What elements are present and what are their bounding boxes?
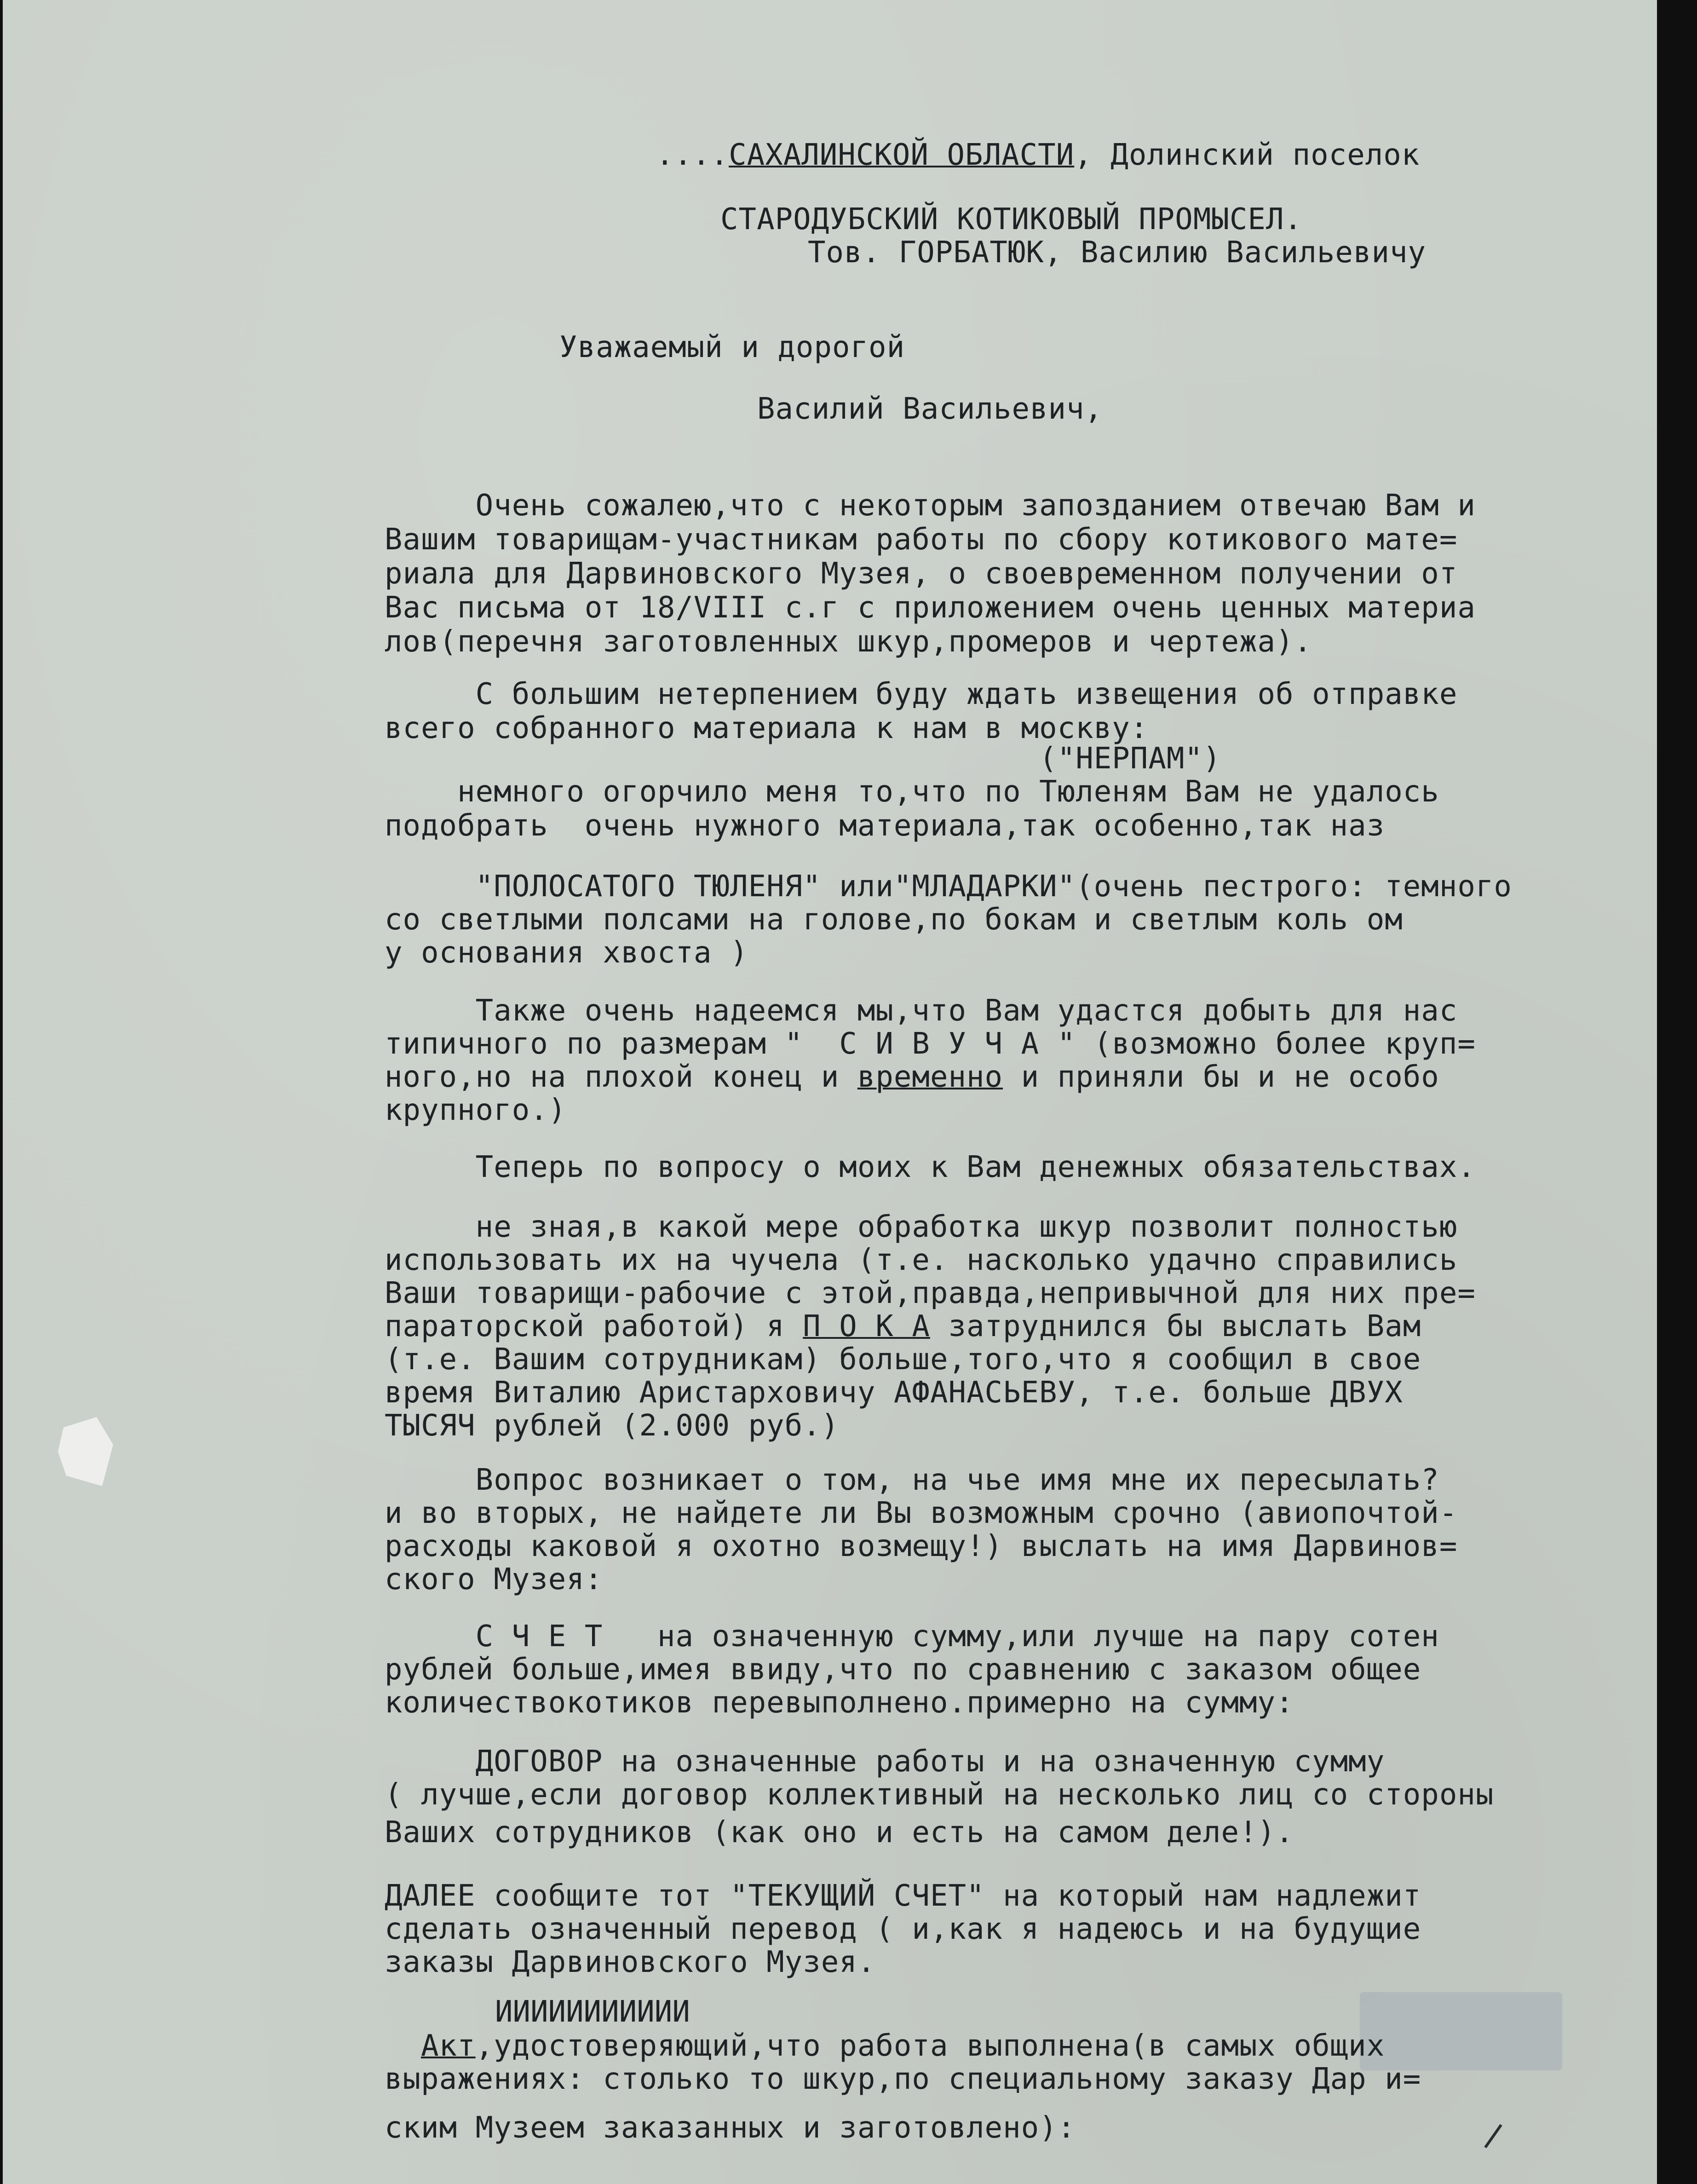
body-line: и во вторых, не найдете ли Вы возможным срочно (авиопочтой- xyxy=(385,1496,1458,1530)
body-line-akt xyxy=(385,2029,1385,2063)
body-line: сделать означенный перевод ( и,как я надеюсь и на будущие xyxy=(385,1912,1421,1946)
body-line: использовать их на чучела (т.е. насколько удачно справились xyxy=(385,1243,1458,1277)
archive-stamp xyxy=(1360,1992,1562,2070)
body-line: С большим нетерпением буду ждать извещения об отправке xyxy=(385,677,1458,711)
body-line: риала для Дарвиновского Музея, о своевременном получении от xyxy=(385,557,1458,591)
body-line: Вас письма от 18/VIII с.г с приложением очень ценных материа xyxy=(385,591,1476,625)
body-line: Также очень надеемся мы,что Вам удастся добыть для нас xyxy=(385,994,1458,1028)
body-line: заказы Дарвиновского Музея. xyxy=(385,1945,876,1979)
body-line: "ПОЛОСАТОГО ТЮЛЕНЯ" или"МЛАДАРКИ"(очень пестрого: темного xyxy=(385,870,1512,904)
overstrike-line: ИИИИИИИИИИИ xyxy=(495,1995,690,2029)
body-line-poka xyxy=(385,1309,1421,1343)
pen-mark xyxy=(1484,2124,1502,2149)
body-line: Вопрос возникает о том, на чье имя мне их пересылать? xyxy=(385,1463,1439,1497)
body-line: время Виталию Аристарховичу АФАНАСЬЕВУ, т.е. больше ДВУХ xyxy=(385,1376,1403,1410)
salutation-line-1: Уважаемый и дорогой xyxy=(559,330,905,364)
body-line: ДОГОВОР на означенные работы и на означенную сумму xyxy=(385,1745,1385,1779)
underlined-word: Акт xyxy=(421,2029,476,2063)
body-line: со светлыми полсами на голове,по бокам и светлым коль ом xyxy=(385,903,1403,937)
body-line: крупного.) xyxy=(385,1093,567,1127)
body-line: ("НЕРПАМ") xyxy=(385,742,1221,776)
body-line: расходы каковой я охотно возмещу!) выслать на имя Дарвинов= xyxy=(385,1529,1458,1563)
body-line-vremenno xyxy=(385,1060,1439,1094)
body-line: С Ч Е Т на означенную сумму,или лучше на пару сотен xyxy=(385,1619,1439,1654)
body-line: Ваших сотрудников (как оно и есть на самом деле!). xyxy=(385,1815,1294,1850)
header-addressee: Тов. ГОРБАТЮК, Василию Васильевичу xyxy=(808,236,1427,270)
body-line: Теперь по вопросу о моих к Вам денежных обязательствах. xyxy=(385,1150,1476,1184)
body-line: ДАЛЕЕ сообщите тот "ТЕКУЩИЙ СЧЕТ" на который нам надлежит xyxy=(385,1879,1421,1913)
body-text: параторской работой) я xyxy=(385,1309,803,1343)
header-region: САХАЛИНСКОЙ ОБЛАСТИ xyxy=(729,138,1075,172)
document-page xyxy=(3,0,1657,2184)
body-line: ( лучше,если договор коллективный на несколько лиц со стороны xyxy=(385,1778,1494,1812)
body-text: ного,но на плохой конец и xyxy=(385,1060,857,1094)
body-line: ским Музеем заказанных и заготовлено): xyxy=(385,2111,1076,2145)
header-region-suffix: , Долинский поселок xyxy=(1074,138,1420,172)
body-line: (т.е. Вашим сотрудникам) больше,того,что я сообщил в свое xyxy=(385,1343,1421,1377)
underlined-word: временно xyxy=(857,1060,1003,1094)
body-line: ского Музея: xyxy=(385,1562,603,1596)
body-line: подобрать очень нужного материала,так особенно,так наз xyxy=(385,809,1385,843)
body-text: и приняли бы и не особо xyxy=(1003,1060,1439,1094)
paper-tear xyxy=(58,1417,113,1486)
body-line: не зная,в какой мере обработка шкур позволит полностью xyxy=(385,1210,1458,1244)
body-line: типичного по размерам " С И В У Ч А " (возможно более круп= xyxy=(385,1027,1476,1061)
header-region-prefix: .... xyxy=(656,138,729,172)
header-region-line xyxy=(656,138,1420,172)
body-text: ,удостоверяющий,что работа выполнена(в самых общих xyxy=(475,2029,1385,2063)
body-text xyxy=(385,2029,421,2063)
body-text: затруднился бы выслать Вам xyxy=(930,1309,1421,1343)
underlined-word: П О К А xyxy=(803,1309,930,1343)
body-line: Очень сожалею,что с некоторым запозданием отвечаю Вам и xyxy=(385,489,1476,523)
body-line: количествокотиков перевыполнено.примерно на сумму: xyxy=(385,1686,1294,1720)
body-line: Ваши товарищи-рабочие с этой,правда,непривычной для них пре= xyxy=(385,1276,1476,1310)
body-line: ТЫСЯЧ рублей (2.000 руб.) xyxy=(385,1409,840,1443)
body-line: рублей больше,имея ввиду,что по сравнению с заказом общее xyxy=(385,1653,1421,1687)
body-line: Вашим товарищам-участникам работы по сбору котикового мате= xyxy=(385,523,1458,557)
body-line: всего собранного материала к нам в москву: xyxy=(385,711,1149,745)
header-org: СТАРОДУБСКИЙ КОТИКОВЫЙ ПРОМЫСЕЛ. xyxy=(720,202,1302,236)
body-line: лов(перечня заготовленных шкур,промеров и чертежа). xyxy=(385,625,1312,659)
body-line: выражениях: столько то шкур,по специальному заказу Дар и= xyxy=(385,2062,1421,2096)
body-line: у основания хвоста ) xyxy=(385,936,748,970)
salutation-line-2: Василий Васильевич, xyxy=(757,392,1103,426)
body-line: немного огорчило меня то,что по Тюленям Вам не удалось xyxy=(385,775,1439,809)
